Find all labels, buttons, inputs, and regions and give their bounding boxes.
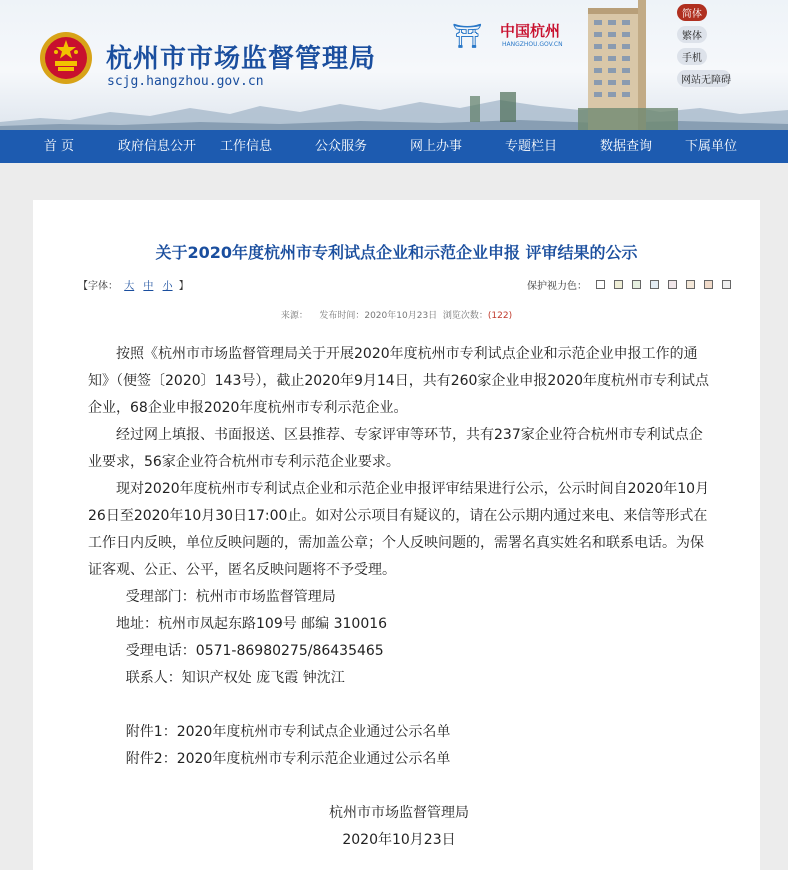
site-header xyxy=(0,0,788,130)
government-building-image xyxy=(578,0,678,130)
header-side-links xyxy=(677,4,737,92)
site-title: 杭州市市场监督管理局 xyxy=(106,44,377,74)
eye-color-swatch[interactable] xyxy=(704,280,713,289)
meta-source: 来源： xyxy=(280,311,308,321)
contact-person: 联系人：知识产权处 庞飞霞 钟沈江 xyxy=(125,670,345,686)
font-size-control xyxy=(78,277,189,292)
eye-color-swatch[interactable] xyxy=(668,280,677,289)
article-container xyxy=(33,200,760,870)
contact-phone: 受理电话：0571-86980275/86435465 xyxy=(125,643,384,659)
meta-views: (122) xyxy=(487,311,513,321)
attachment-link[interactable]: 附件2：2020年度杭州市专利示范企业通过公示名单 xyxy=(125,751,451,767)
font-size-medium[interactable]: 中 xyxy=(143,281,154,292)
font-size-large[interactable]: 大 xyxy=(124,281,135,292)
contact-dept: 受理部门：杭州市市场监督管理局 xyxy=(125,589,336,605)
eye-color-swatch[interactable] xyxy=(650,280,659,289)
nav-special-topics[interactable]: 专题栏目 xyxy=(504,139,557,154)
hz-logo-name: 中国杭州 xyxy=(500,22,561,40)
eye-color-swatch[interactable] xyxy=(686,280,695,289)
contact-address: 地址：杭州市凤起东路109号 邮编 310016 xyxy=(116,616,388,632)
nav-work-info[interactable]: 工作信息 xyxy=(219,139,272,154)
paragraph: 按照《杭州市市场监督管理局关于开展2020年度杭州市专利试点企业和示范企业申报工作的通知》（便签〔2020〕143号），截止2020年9月14日，共有260家企业申报2020年度杭州市专利试点企业，68企业申报2020年度杭州市专利示范企业。 xyxy=(88,346,710,416)
traditional-chinese-link[interactable]: 繁体 xyxy=(677,26,707,43)
simplified-chinese-link[interactable]: 简体 xyxy=(677,4,707,21)
spacer xyxy=(88,773,710,800)
spacer xyxy=(88,692,710,719)
article-title: 关于2020年度杭州市专利试点企业和示范企业申报 评审结果的公示 xyxy=(155,243,638,262)
paragraph: 现对2020年度杭州市专利试点企业和示范企业申报评审结果进行公示，公示时间自2020年10月26日至2020年10月30日17:00止。如对公示项目有疑议的，请在公示期内通过来电、来信等形式在工作日内反映，单位反映问题的，需加盖公章；个人反映问题的，需署名真实姓名和联系电话。为保证客观、公正、公平，匿名反映问题将不予受理。 xyxy=(88,481,710,578)
national-emblem-logo xyxy=(38,30,94,86)
nav-data-query[interactable]: 数据查询 xyxy=(599,139,652,154)
hangzhou-mark-icon: ⛩ xyxy=(452,22,483,50)
font-size-end: 】 xyxy=(178,281,189,292)
eye-color-swatch[interactable] xyxy=(614,280,623,289)
paragraph: 经过网上填报、书面报送、区县推荐、专家评审等环节，共有237家企业符合杭州市专利试点企业要求，56家企业符合杭州市专利示范企业要求。 xyxy=(88,427,703,470)
eye-color-swatch[interactable] xyxy=(632,280,641,289)
font-size-label: 【字体： xyxy=(78,281,118,292)
hz-logo-url: HANGZHOU.GOV.CN xyxy=(502,41,563,48)
nav-subordinate-units[interactable]: 下属单位 xyxy=(684,139,737,154)
font-size-small[interactable]: 小 xyxy=(162,281,173,292)
accessibility-link[interactable]: 网站无障碍 xyxy=(677,70,731,87)
signature-date: 2020年10月23日 xyxy=(342,832,456,848)
signature-org: 杭州市市场监督管理局 xyxy=(329,805,469,821)
mobile-site-link[interactable]: 手机 xyxy=(677,48,707,65)
eye-protection-label: 保护视力色： xyxy=(527,281,587,292)
meta-date: 2020年10月23日 xyxy=(364,311,438,321)
eye-color-swatch[interactable] xyxy=(722,280,731,289)
main-nav xyxy=(0,130,788,163)
article-body xyxy=(88,341,710,854)
eye-color-swatch[interactable] xyxy=(596,280,605,289)
china-hangzhou-logo[interactable] xyxy=(452,20,572,54)
nav-public-service[interactable]: 公众服务 xyxy=(314,139,367,154)
nav-online-service[interactable]: 网上办事 xyxy=(409,139,462,154)
site-domain: scjg.hangzhou.gov.cn xyxy=(107,74,264,89)
meta-date-label: 发布时间： xyxy=(319,311,365,321)
attachment-link[interactable]: 附件1：2020年度杭州市专利试点企业通过公示名单 xyxy=(125,724,451,740)
nav-gov-info-disclosure[interactable]: 政府信息公开 xyxy=(118,139,197,154)
nav-home[interactable]: 首 页 xyxy=(43,139,75,154)
eye-protection-colors xyxy=(527,277,731,292)
article-meta xyxy=(33,308,760,321)
meta-views-label: 浏览次数： xyxy=(442,311,488,321)
